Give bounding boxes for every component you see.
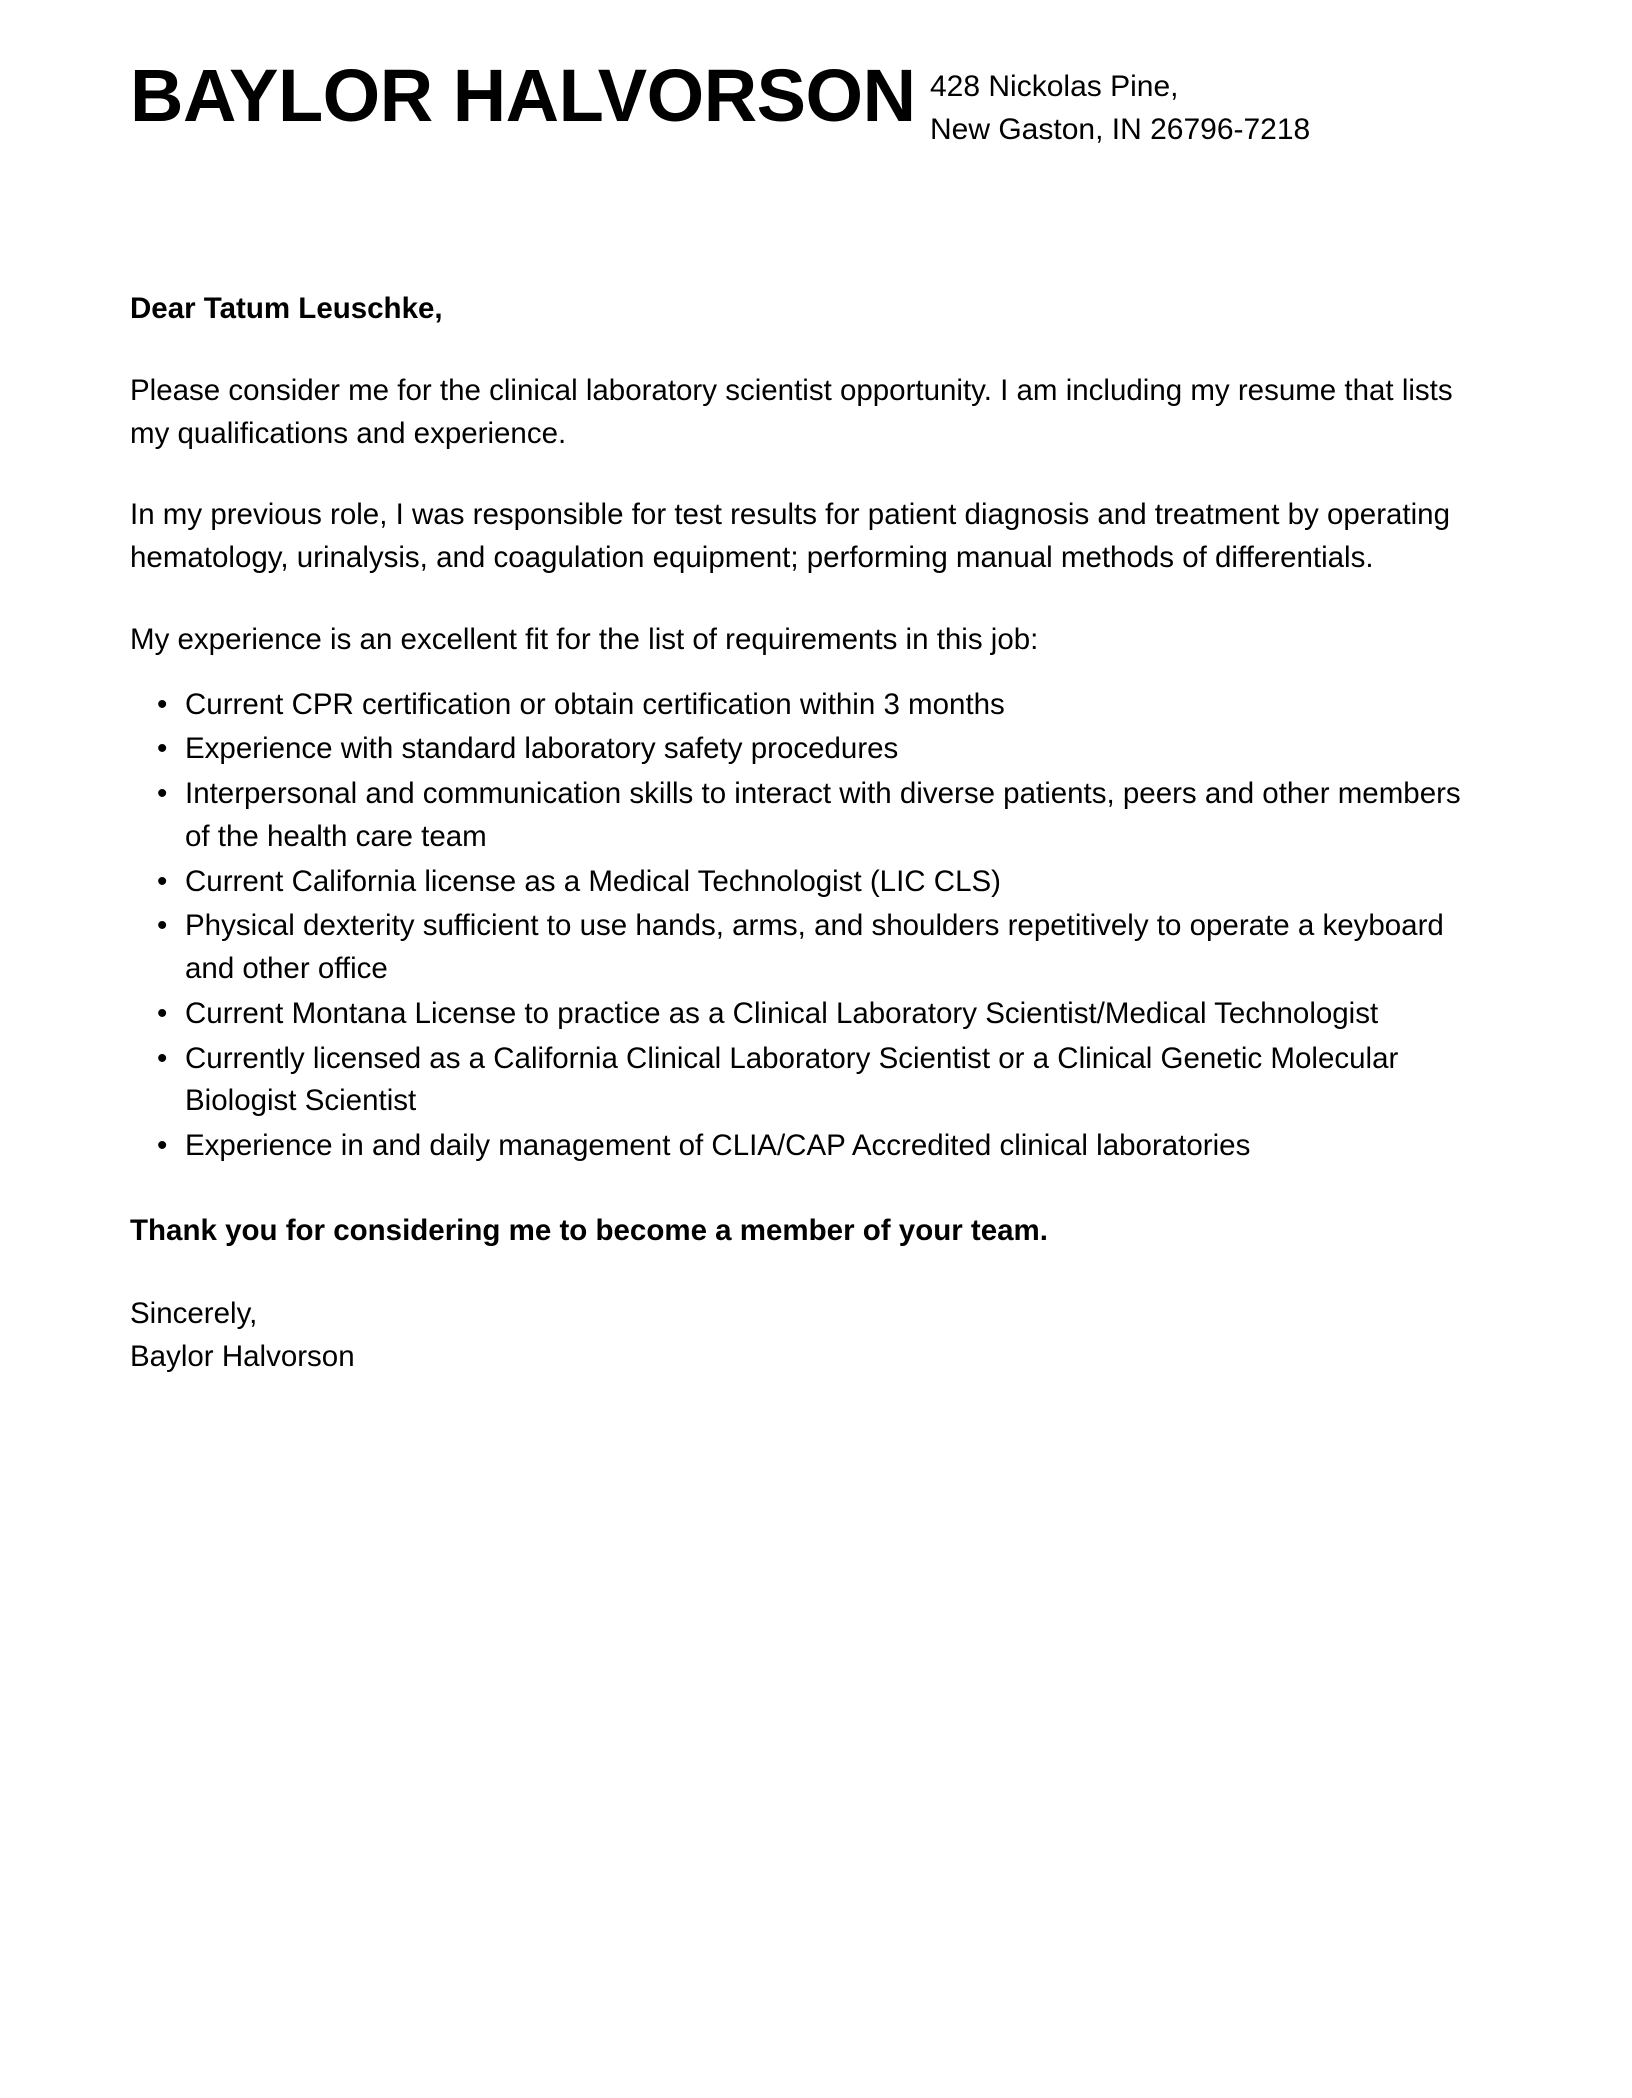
requirements-intro: My experience is an excellent fit for the list of requirements in this job: xyxy=(130,622,1039,656)
list-item: • Current California license as a Medical Technologist (LIC CLS) xyxy=(130,861,1475,904)
address-city-state-zip: New Gaston, IN 26796-7218 xyxy=(930,112,1311,146)
list-item: • Physical dexterity sufficient to use hands, arms, and shoulders repetitively to operate a keyboard and other office xyxy=(130,905,1475,991)
list-item: • Experience in and daily management of CLIA/CAP Accredited clinical laboratories xyxy=(130,1125,1475,1168)
closing-statement: Thank you for considering me to become a member of your team. xyxy=(130,1214,1048,1248)
list-item: • Current Montana License to practice as a Clinical Laboratory Scientist/Medical Technologist xyxy=(130,993,1475,1036)
address-street: 428 Nickolas Pine, xyxy=(930,70,1179,103)
letterhead xyxy=(130,52,1502,151)
salutation: Dear Tatum Leuschke, xyxy=(130,292,443,325)
return-address xyxy=(930,52,1310,151)
list-item: • Experience with standard laboratory safety procedures xyxy=(130,728,1475,771)
signature-name: Baylor Halvorson xyxy=(130,1339,355,1373)
list-item: • Interpersonal and communication skills to interact with diverse patients, peers and other members of the health care team xyxy=(130,773,1475,859)
body-paragraph-2: In my previous role, I was responsible for test results for patient diagnosis and treatment by operating hematology, urinalysis, and coagulation equipment; performing manual methods of differentials. xyxy=(130,498,1450,575)
requirements-list xyxy=(130,684,1475,1168)
list-item: • Currently licensed as a California Clinical Laboratory Scientist or a Clinical Genetic Molecular Biologist Scientist xyxy=(130,1038,1475,1124)
name-block xyxy=(130,52,930,139)
list-item: • Current CPR certification or obtain certification within 3 months xyxy=(130,684,1475,727)
applicant-name: BAYLOR HALVORSON xyxy=(130,54,916,137)
signature-block xyxy=(130,1293,1475,1379)
valediction: Sincerely, xyxy=(130,1296,258,1330)
body-paragraph-1: Please consider me for the clinical laboratory scientist opportunity. I am including my resume that lists my qualifications and experience. xyxy=(130,373,1453,450)
letter-body xyxy=(130,288,1475,1378)
